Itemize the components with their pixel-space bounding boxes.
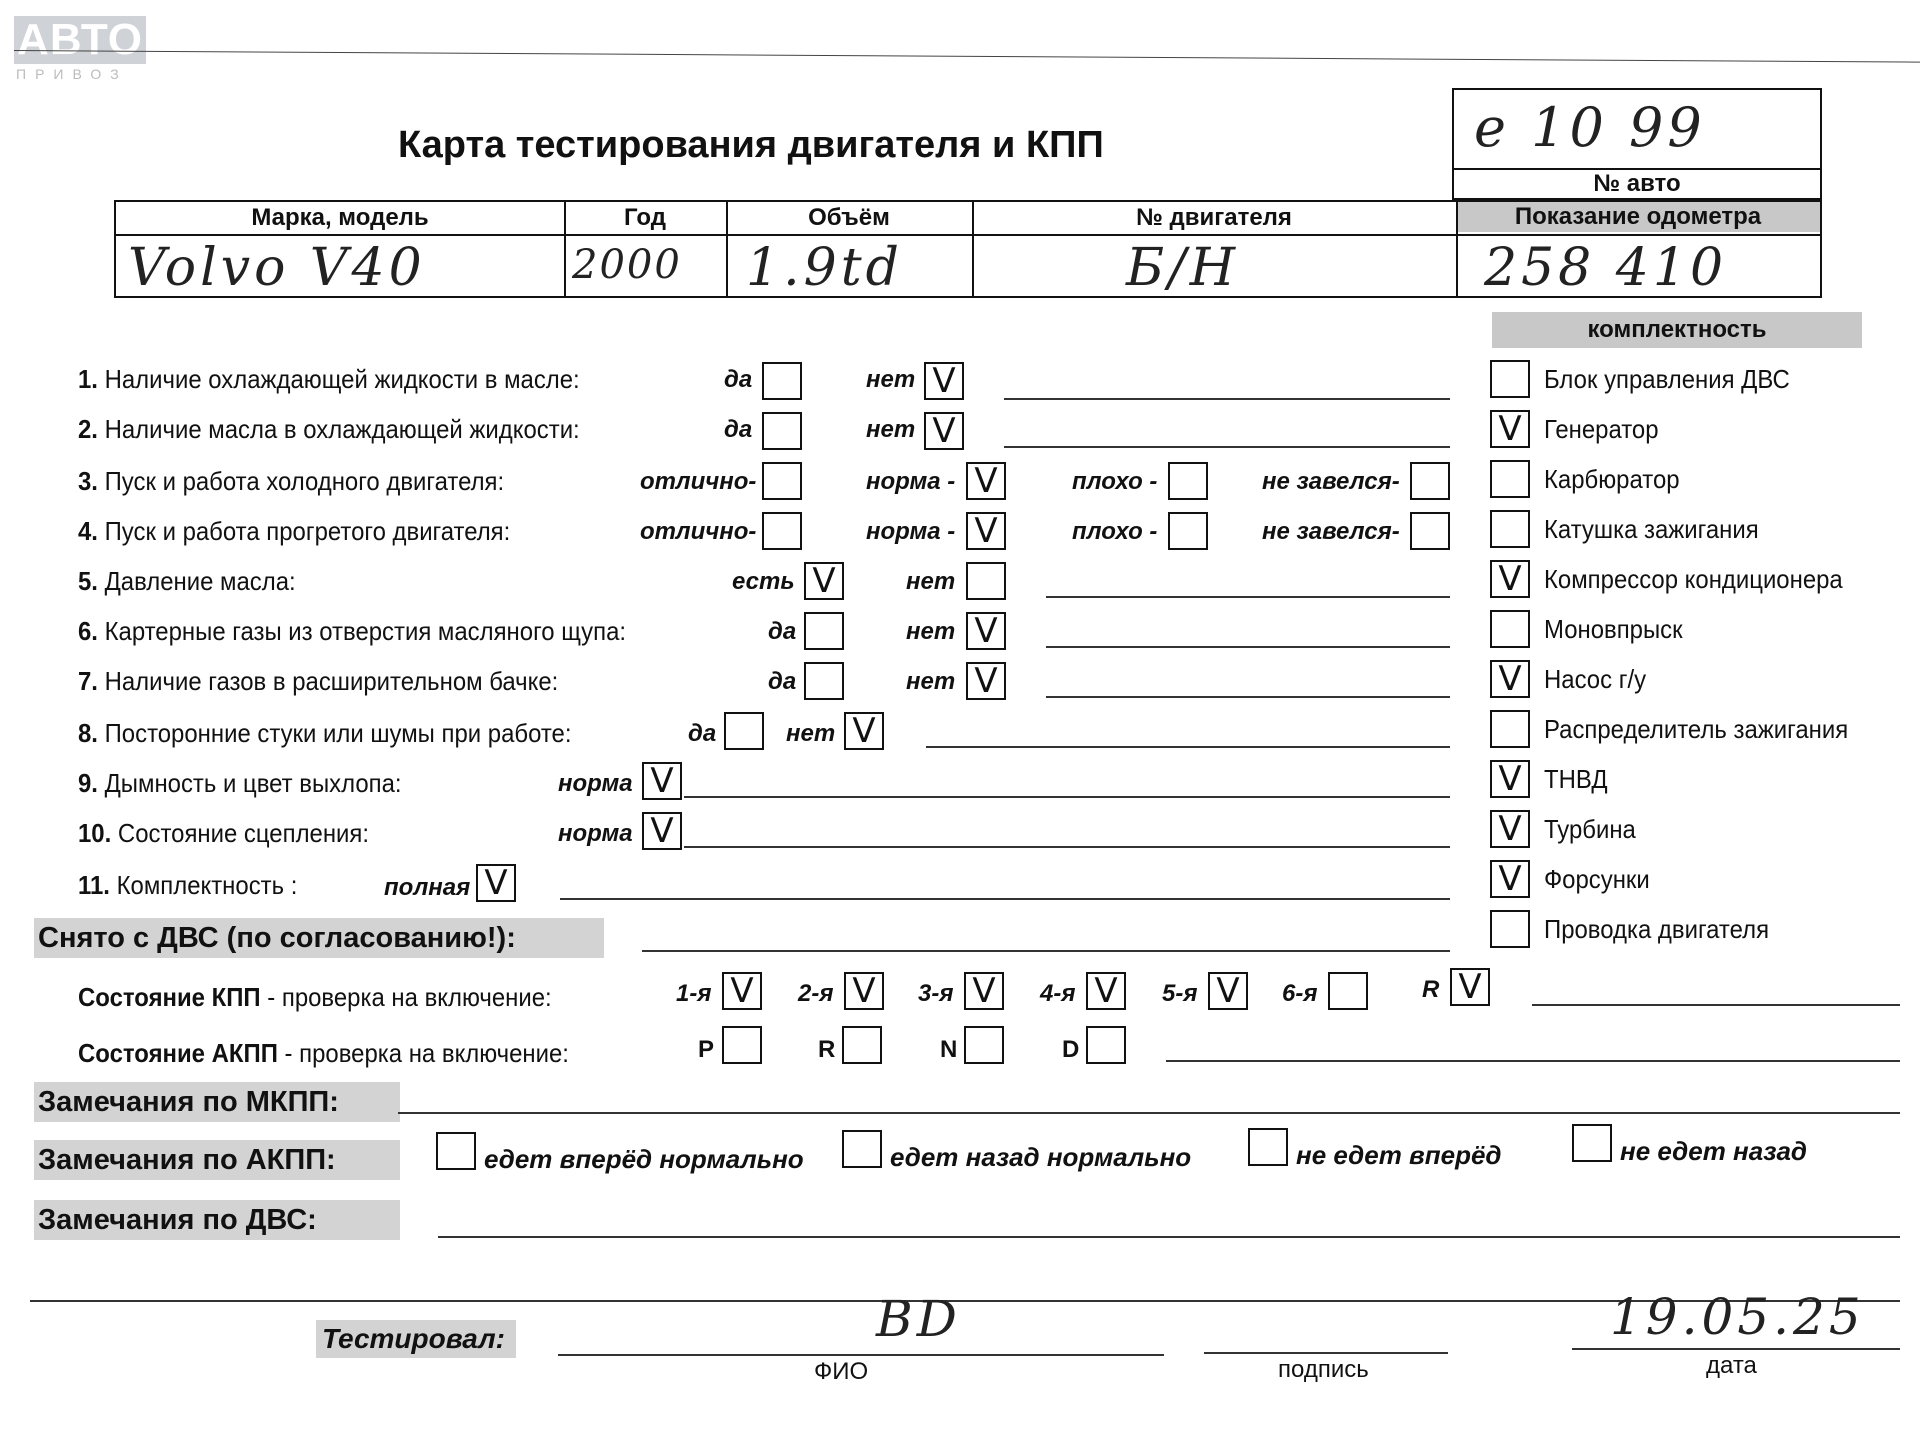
checkbox-mode-d[interactable] [1086, 1026, 1126, 1064]
question-text: Давление масла: [104, 566, 296, 596]
question-text: Картерные газы из отверстия масляного щупа: [104, 616, 627, 646]
fio-caption: ФИО [814, 1358, 869, 1385]
completeness-item-label: Форсунки [1544, 864, 1650, 894]
completeness-item-label: Блок управления ДВС [1544, 364, 1790, 394]
option-label: норма [558, 770, 633, 797]
question-number: 10. [78, 818, 112, 848]
notes-line [1004, 398, 1450, 400]
option-label: есть [732, 568, 795, 595]
notes-line [926, 746, 1450, 748]
gear-label: 5-я [1162, 980, 1198, 1007]
checkbox-no-forward[interactable] [1248, 1128, 1288, 1166]
question-text: Пуск и работа холодного двигателя: [104, 466, 505, 496]
akpp-option-label: едет вперёд нормально [484, 1144, 804, 1174]
tester-name: BD [876, 1290, 961, 1348]
akpp-label-rest: - проверка на включение: [277, 1038, 569, 1068]
akpp-option-label: не едет назад [1620, 1136, 1808, 1166]
completeness-item-label: Распределитель зажигания [1544, 714, 1849, 744]
question-number: 4. [78, 516, 98, 546]
question-number: 8. [78, 718, 98, 748]
checkbox-q5-yes[interactable]: V [804, 562, 844, 600]
gear-label: 2-я [798, 980, 834, 1007]
value-odometer: 258 410 [1484, 238, 1728, 298]
gear-label: 4-я [1040, 980, 1076, 1007]
question-5 [78, 566, 296, 597]
question-text: Пуск и работа прогретого двигателя: [104, 516, 511, 546]
checkbox-q4-normal[interactable]: V [966, 512, 1006, 550]
checkbox-q4-not-started[interactable] [1410, 512, 1450, 550]
completeness-item-label: Карбюратор [1544, 464, 1680, 494]
completeness-item-label: Моновпрыск [1544, 614, 1683, 644]
kpp-label-bold: Состояние КПП [78, 982, 261, 1012]
checkbox-q4-bad[interactable] [1168, 512, 1208, 550]
col-divider [1456, 202, 1458, 296]
checkbox-q8-no[interactable]: V [844, 712, 884, 750]
akpp-label [78, 1038, 569, 1069]
question-text: Наличие масла в охлаждающей жидкости: [104, 414, 580, 444]
question-8 [78, 718, 571, 749]
option-label: полная [384, 874, 471, 901]
question-7 [78, 666, 558, 697]
removed-notes-line [642, 950, 1450, 952]
option-label: да [724, 366, 753, 393]
question-number: 6. [78, 616, 98, 646]
kpp-label [78, 982, 552, 1013]
car-info-header-row [116, 202, 1820, 236]
test-date: 19.05.25 [1610, 1288, 1865, 1346]
question-text: Комплектность : [116, 870, 298, 900]
mode-label: N [940, 1036, 958, 1063]
option-label: плохо - [1072, 518, 1158, 545]
checkbox-q8-yes[interactable] [724, 712, 764, 750]
question-number: 9. [78, 768, 98, 798]
checkbox-q7-yes[interactable] [804, 662, 844, 700]
checkbox-no-reverse[interactable] [1572, 1124, 1612, 1162]
col-divider [972, 202, 974, 296]
value-year: 2000 [572, 242, 682, 288]
checkbox-distributor[interactable] [1490, 710, 1530, 748]
completeness-item-label: Турбина [1544, 814, 1636, 844]
notes-line [684, 846, 1450, 848]
notes-line [1046, 596, 1450, 598]
question-3 [78, 466, 504, 497]
car-number-label: № авто [1454, 168, 1820, 198]
mkpp-remarks-label: Замечания по МКПП: [34, 1082, 400, 1122]
checkbox-gear-2[interactable]: V [844, 972, 884, 1010]
checkbox-mono-injection[interactable] [1490, 610, 1530, 648]
checkbox-gear-4[interactable]: V [1086, 972, 1126, 1010]
completeness-item-label: Компрессор кондиционера [1544, 564, 1843, 594]
completeness-item-label: ТНВД [1544, 764, 1608, 794]
checkbox-mode-r[interactable] [842, 1026, 882, 1064]
checkbox-carburetor[interactable] [1490, 460, 1530, 498]
dvs-remarks-line [438, 1236, 1900, 1238]
tested-by-label: Тестировал: [316, 1320, 516, 1358]
checkbox-injectors[interactable]: V [1490, 860, 1530, 898]
checkbox-q3-excellent[interactable] [762, 462, 802, 500]
option-label: норма - [866, 468, 956, 495]
option-label: нет [906, 668, 956, 695]
signature-line [1204, 1352, 1448, 1354]
akpp-option-label: не едет вперёд [1296, 1140, 1502, 1170]
top-divider [14, 50, 1920, 63]
akpp-remarks-label: Замечания по АКПП: [34, 1140, 400, 1180]
checkbox-q9-normal[interactable]: V [642, 762, 682, 800]
checkbox-gear-3[interactable]: V [964, 972, 1004, 1010]
checkbox-q10-normal[interactable]: V [642, 812, 682, 850]
page-title: Карта тестирования двигателя и КПП [398, 124, 1104, 166]
checkbox-ignition-coil[interactable] [1490, 510, 1530, 548]
option-label: отлично- [640, 518, 757, 545]
completeness-item-label: Насос г/у [1544, 664, 1647, 694]
checkbox-power-steering-pump[interactable]: V [1490, 660, 1530, 698]
completeness-header: комплектность [1492, 312, 1862, 348]
option-label: отлично- [640, 468, 757, 495]
checkbox-q6-no[interactable]: V [966, 612, 1006, 650]
gear-label: 6-я [1282, 980, 1318, 1007]
checkbox-q11-full[interactable]: V [476, 864, 516, 902]
question-number: 7. [78, 666, 98, 696]
question-4 [78, 516, 510, 547]
checkbox-q5-no[interactable] [966, 562, 1006, 600]
question-6 [78, 616, 626, 647]
checkbox-mode-p[interactable] [722, 1026, 762, 1064]
checkbox-mode-n[interactable] [964, 1026, 1004, 1064]
akpp-notes-line [1166, 1060, 1900, 1062]
question-number: 2. [78, 414, 98, 444]
option-label: норма - [866, 518, 956, 545]
checkbox-forward-ok[interactable] [436, 1132, 476, 1170]
checkbox-turbine[interactable]: V [1490, 810, 1530, 848]
completeness-item-label: Катушка зажигания [1544, 514, 1759, 544]
question-11 [78, 870, 297, 901]
option-label: не завелся- [1262, 468, 1400, 495]
checkbox-reverse-ok[interactable] [842, 1130, 882, 1168]
option-label: нет [906, 618, 956, 645]
checkbox-engine-wiring[interactable] [1490, 910, 1530, 948]
question-2 [78, 414, 580, 445]
option-label: нет [866, 416, 916, 443]
car-number-value: e 10 99 [1474, 96, 1706, 159]
checkbox-q4-excellent[interactable] [762, 512, 802, 550]
question-text: Посторонние стуки или шумы при работе: [104, 718, 572, 748]
checkbox-gear-1[interactable]: V [722, 972, 762, 1010]
question-10 [78, 818, 369, 849]
date-line [1572, 1348, 1900, 1350]
removed-from-engine-label: Снято с ДВС (по согласованию!): [34, 918, 604, 958]
checkbox-q7-no[interactable]: V [966, 662, 1006, 700]
value-make-model: Volvo V40 [128, 238, 426, 298]
signature-caption: подпись [1278, 1356, 1369, 1383]
car-number-box [1452, 88, 1822, 200]
notes-line [560, 898, 1450, 900]
question-text: Наличие охлаждающей жидкости в масле: [104, 364, 580, 394]
mode-label: P [698, 1036, 715, 1063]
fio-line [558, 1354, 1164, 1356]
value-volume: 1.9td [746, 238, 903, 298]
question-text: Дымность и цвет выхлопа: [104, 768, 402, 798]
checkbox-q3-normal[interactable]: V [966, 462, 1006, 500]
date-caption: дата [1706, 1352, 1757, 1379]
akpp-label-bold: Состояние АКПП [78, 1038, 278, 1068]
checkbox-q2-yes[interactable] [762, 412, 802, 450]
checkbox-fuel-pump[interactable]: V [1490, 760, 1530, 798]
gear-label: R [1422, 976, 1440, 1003]
mode-label: D [1062, 1036, 1080, 1063]
header-volume: Объём [808, 204, 890, 231]
option-label: норма [558, 820, 633, 847]
checkbox-gear-reverse[interactable]: V [1450, 968, 1490, 1006]
question-9 [78, 768, 402, 799]
dvs-remarks-label: Замечания по ДВС: [34, 1200, 400, 1240]
checkbox-generator[interactable]: V [1490, 410, 1530, 448]
kpp-notes-line [1532, 1004, 1900, 1006]
col-divider [564, 202, 566, 296]
mode-label: R [818, 1036, 836, 1063]
checkbox-ecu[interactable] [1490, 360, 1530, 398]
kpp-label-rest: - проверка на включение: [260, 982, 552, 1012]
header-engine-number: № двигателя [1136, 204, 1292, 231]
gear-label: 3-я [918, 980, 954, 1007]
notes-line [1046, 696, 1450, 698]
checkbox-q3-bad[interactable] [1168, 462, 1208, 500]
question-1 [78, 364, 580, 395]
question-text: Наличие газов в расширительном бачке: [104, 666, 559, 696]
question-number: 11. [78, 870, 110, 900]
option-label: нет [866, 366, 916, 393]
checkbox-q6-yes[interactable] [804, 612, 844, 650]
question-number: 3. [78, 466, 98, 496]
checkbox-q2-no[interactable]: V [924, 412, 964, 450]
option-label: плохо - [1072, 468, 1158, 495]
checkbox-gear-5[interactable]: V [1208, 972, 1248, 1010]
checkbox-ac-compressor[interactable]: V [1490, 560, 1530, 598]
header-make-model: Марка, модель [251, 204, 429, 231]
question-number: 1. [78, 364, 98, 394]
akpp-option-label: едет назад нормально [890, 1142, 1192, 1172]
header-odometer: Показание одометра [1456, 202, 1820, 232]
option-label: нет [906, 568, 956, 595]
value-engine-number: Б/Н [1126, 238, 1240, 298]
gear-label: 1-я [676, 980, 712, 1007]
company-logo: АВТО [14, 16, 146, 64]
question-number: 5. [78, 566, 98, 596]
company-logo-subtitle: ПРИВОЗ [16, 66, 128, 82]
notes-line [1004, 446, 1450, 448]
notes-line [1046, 646, 1450, 648]
option-label: да [768, 668, 797, 695]
checkbox-q1-yes[interactable] [762, 362, 802, 400]
option-label: да [768, 618, 797, 645]
car-info-table [114, 200, 1822, 298]
notes-line [684, 796, 1450, 798]
option-label: не завелся- [1262, 518, 1400, 545]
completeness-item-label: Генератор [1544, 414, 1659, 444]
option-label: да [688, 720, 717, 747]
checkbox-q1-no[interactable]: V [924, 362, 964, 400]
mkpp-remarks-line [398, 1112, 1900, 1114]
option-label: да [724, 416, 753, 443]
col-divider [726, 202, 728, 296]
checkbox-q3-not-started[interactable] [1410, 462, 1450, 500]
checkbox-gear-6[interactable] [1328, 972, 1368, 1010]
question-text: Состояние сцепления: [117, 818, 370, 848]
header-year: Год [624, 204, 666, 231]
completeness-item-label: Проводка двигателя [1544, 914, 1770, 944]
option-label: нет [786, 720, 836, 747]
